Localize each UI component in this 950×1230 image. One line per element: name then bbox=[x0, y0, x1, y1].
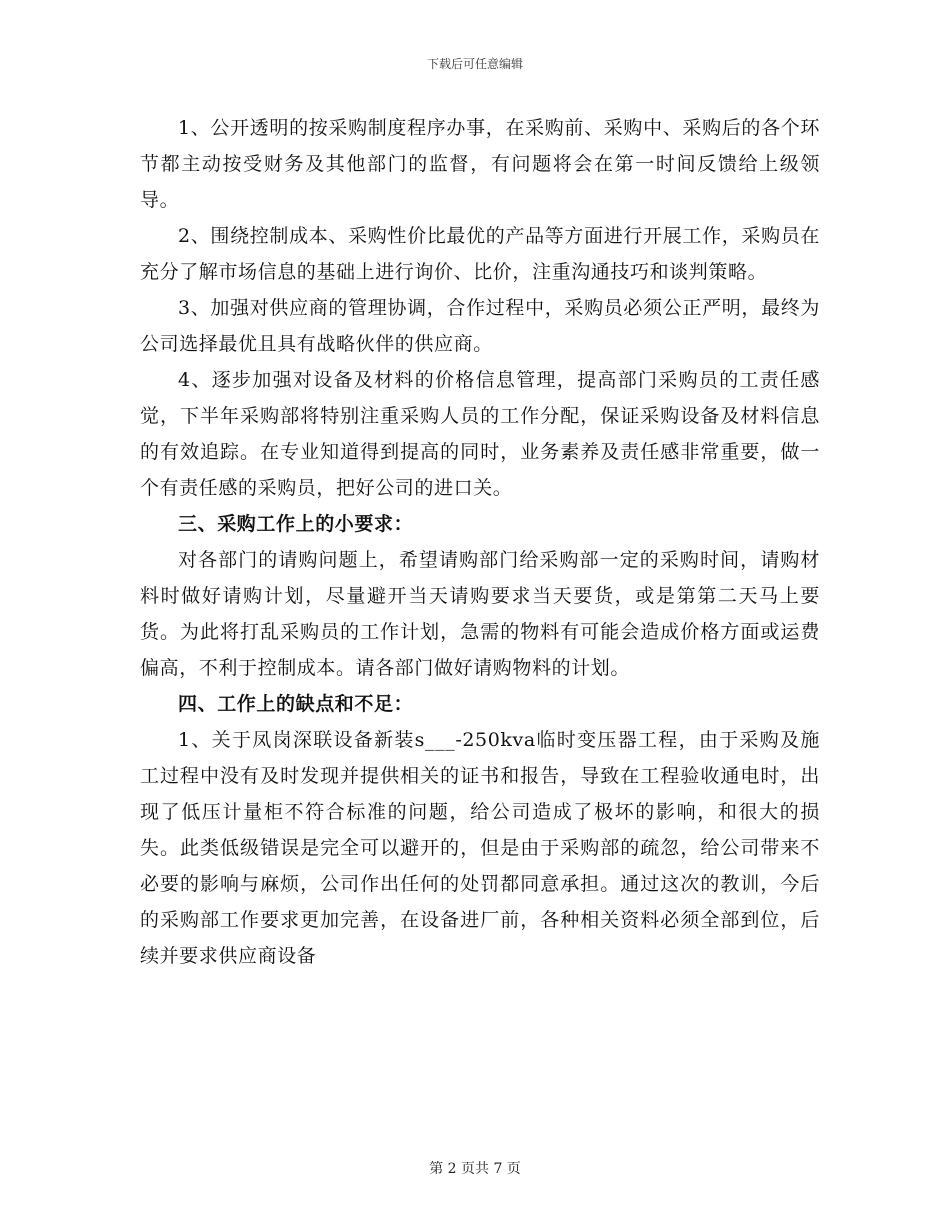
section-heading-3: 三、采购工作上的小要求： bbox=[178, 513, 414, 535]
document-body bbox=[140, 110, 820, 974]
paragraph-item-3: 3、加强对供应商的管理协调，合作过程中，采购员必须公正严明，最终为公司选择最优且具有战略伙伴的供应商。 bbox=[140, 297, 820, 355]
paragraph-item-1: 1、公开透明的按采购制度程序办事，在采购前、采购中、采购后的各个环节都主动按受财务及其他部门的监督，有问题将会在第一时间反馈给上级领导。 bbox=[140, 117, 820, 211]
page-number: 第 2 页共 7 页 bbox=[429, 1161, 521, 1177]
paragraph-requirements: 对各部门的请购问题上，希望请购部门给采购部一定的采购时间，请购材料时做好请购计划，尽量避开当天请购要求当天要货，或是第第二天马上要货。为此将打乱采购员的工作计划，急需的物料有可能会造成价格方面或运费偏高，不利于控制成本。请各部门做好请购物料的计划。 bbox=[140, 549, 820, 679]
page-header: 下载后可任意编辑 bbox=[426, 57, 523, 71]
paragraph-item-2: 2、围绕控制成本、采购性价比最优的产品等方面进行开展工作，采购员在充分了解市场信息的基础上进行询价、比价，注重沟通技巧和谈判策略。 bbox=[140, 225, 820, 283]
paragraph-shortcomings-1: 1、关于凤岗深联设备新装s___-250kva临时变压器工程，由于采购及施工过程中没有及时发现并提供相关的证书和报告，导致在工程验收通电时，出现了低压计量柜不符合标准的问题，给公司造成了极坏的影响，和很大的损失。此类低级错误是完全可以避开的，但是由于采购部的疏忽，给公司带来不必要的影响与麻烦，公司作出任何的处罚都同意承担。通过这次的教训，今后的采购部工作要求更加完善，在设备进厂前，各种相关资料必须全部到位，后续并要求供应商设备 bbox=[140, 729, 820, 967]
section-heading-4: 四、工作上的缺点和不足： bbox=[178, 693, 414, 715]
paragraph-item-4: 4、逐步加强对设备及材料的价格信息管理，提高部门采购员的工责任感觉，下半年采购部将特别注重采购人员的工作分配，保证采购设备及材料信息的有效追踪。在专业知道得到提高的同时，业务素养及责任感非常重要，做一个有责任感的采购员，把好公司的进口关。 bbox=[140, 369, 820, 499]
